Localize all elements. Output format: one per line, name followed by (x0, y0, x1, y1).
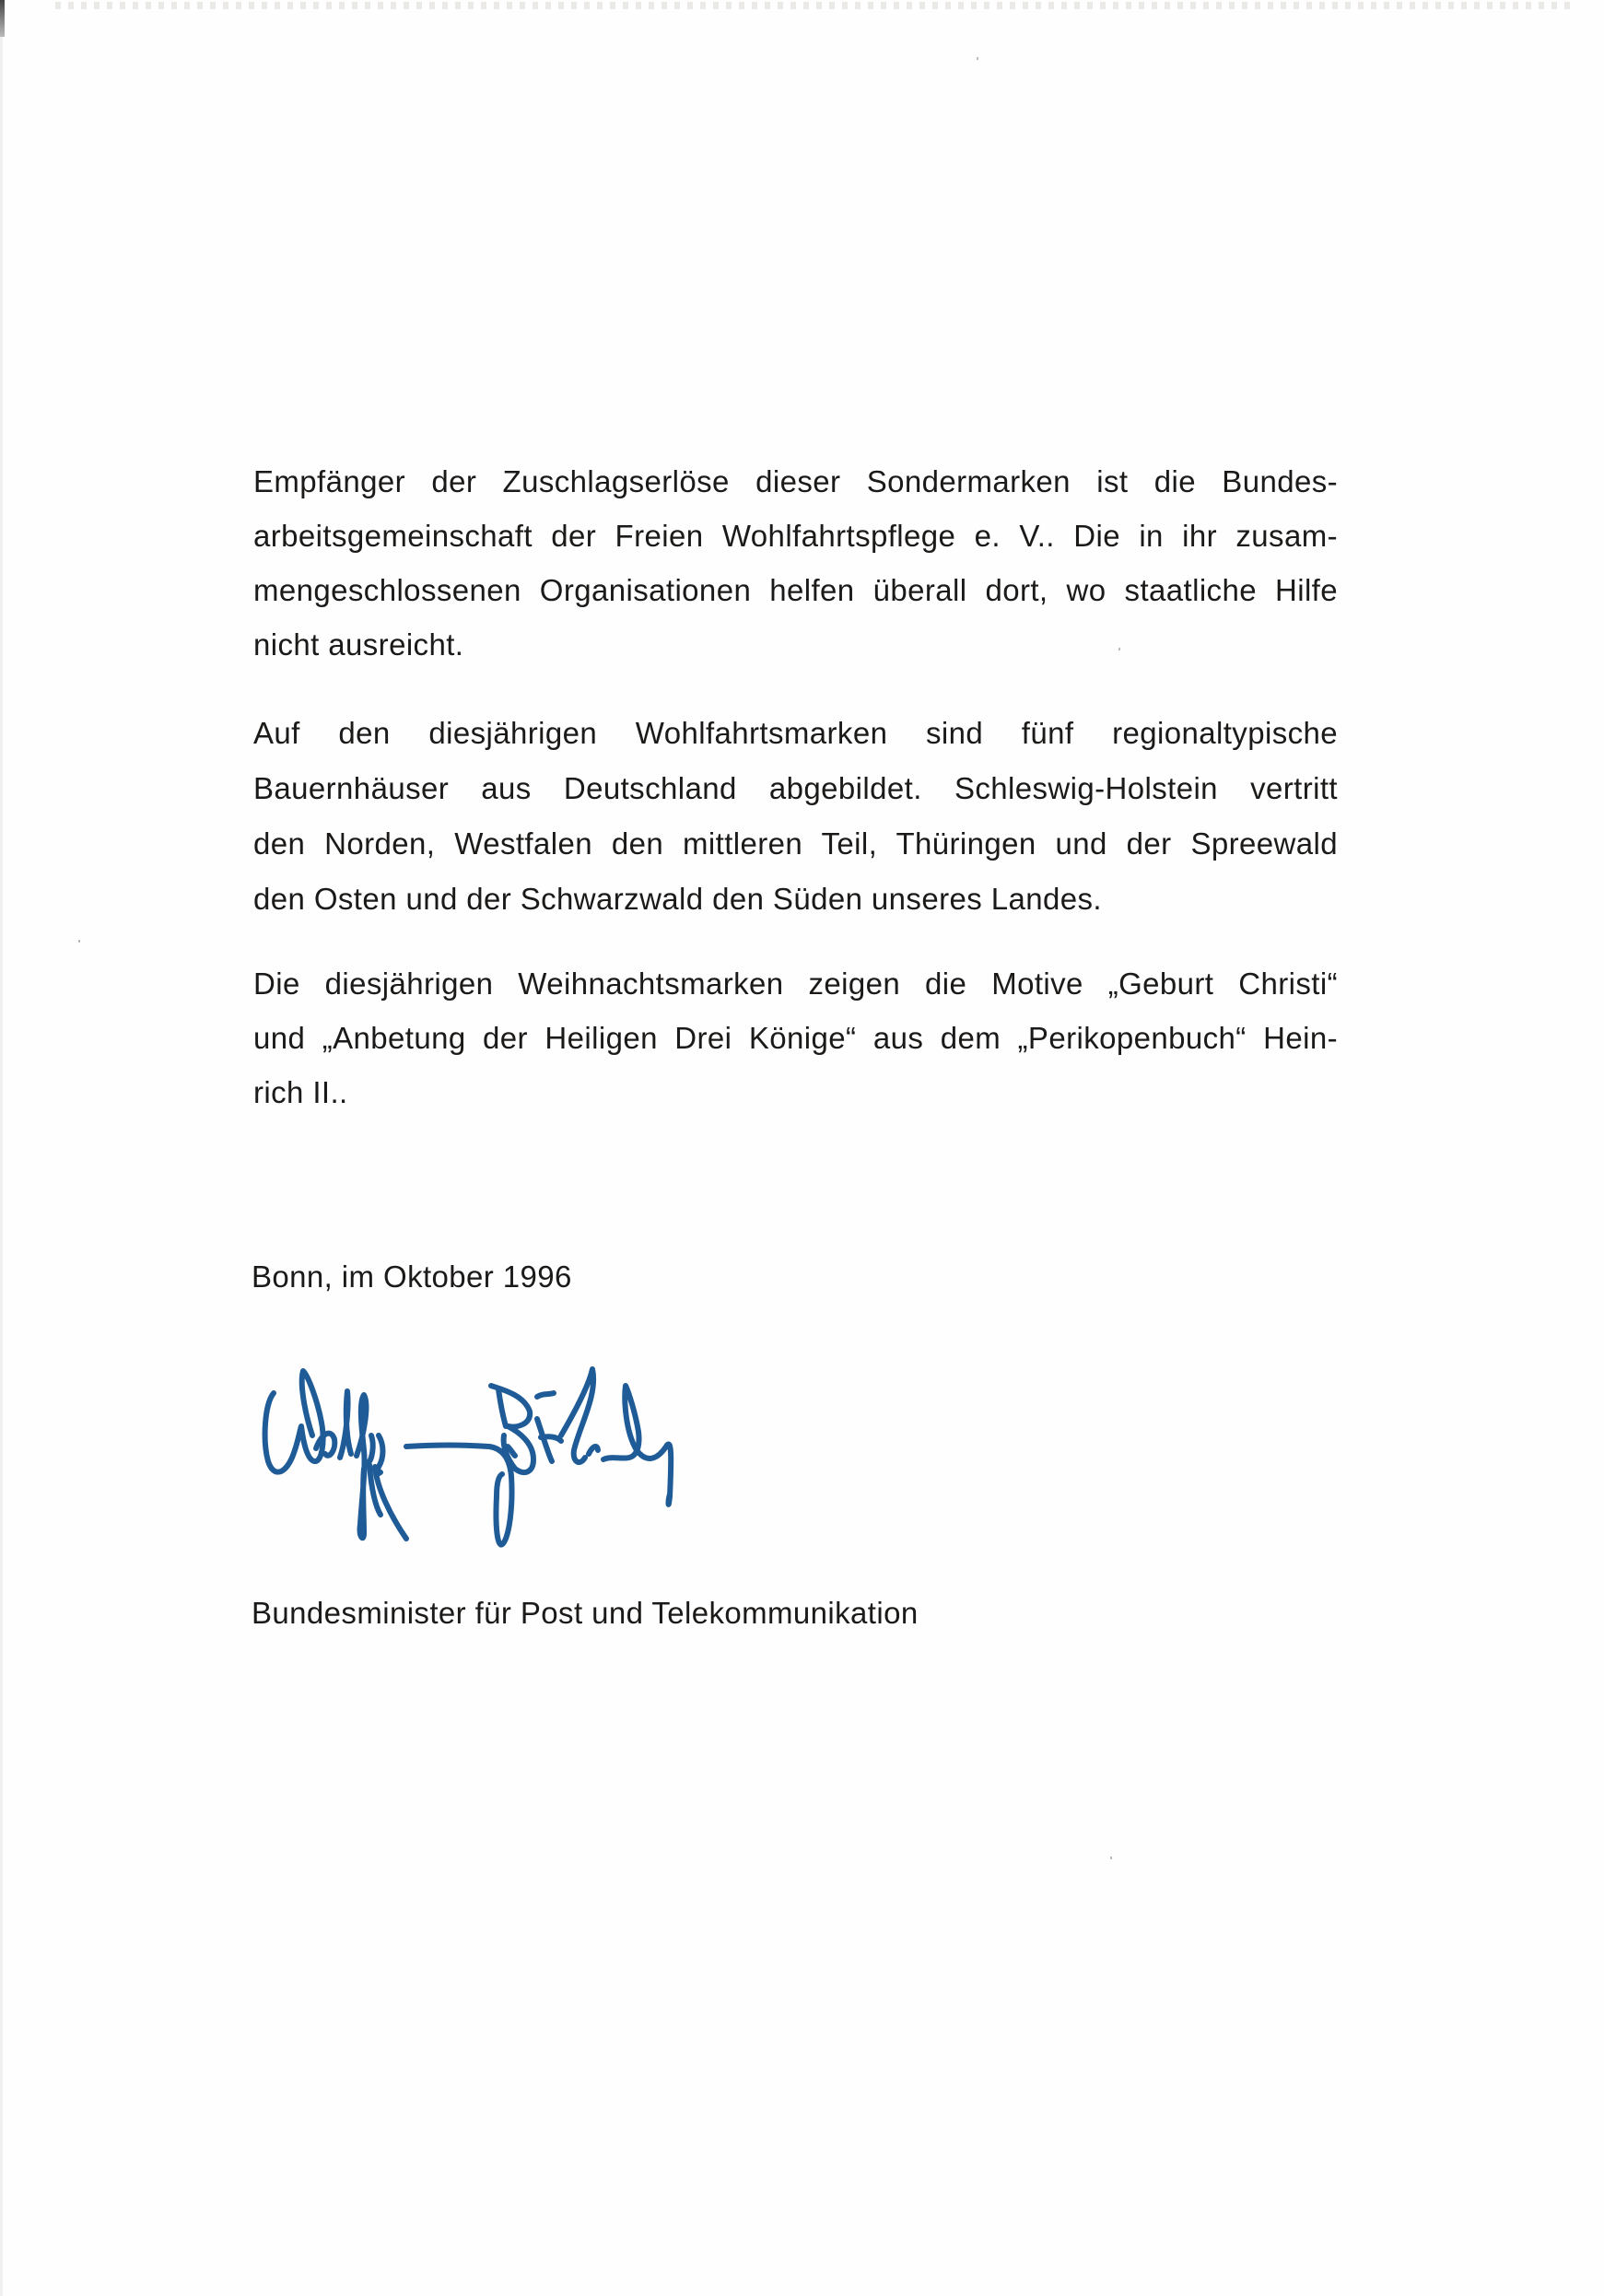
text-line: nicht ausreicht. (253, 627, 464, 662)
place-date: Bonn, im Oktober 1996 (252, 1259, 572, 1294)
scan-speck (78, 940, 80, 943)
scan-speck (977, 57, 978, 60)
scan-edge-shadow (0, 37, 3, 2296)
text-line: Empfänger der Zuschlagserlöse dieser Sondermarken ist die Bundes- (253, 464, 1338, 498)
text-line: den Osten und der Schwarzwald den Süden unseres Landes. (253, 882, 1102, 916)
scan-speck (1110, 1857, 1112, 1859)
text-line: mengeschlossenen Organisationen helfen überall dort, wo staatliche Hilfe (253, 573, 1338, 607)
text-line: Auf den diesjährigen Wohlfahrtsmarken sind fünf regionaltypische (253, 716, 1338, 750)
text-line: den Norden, Westfalen den mittleren Teil, Thüringen und der Spreewald (253, 826, 1338, 861)
handwritten-signature (261, 1358, 814, 1556)
text-line: arbeitsgemeinschaft der Freien Wohlfahrtspflege e. V.. Die in ihr zusam- (253, 519, 1338, 553)
text-line: und „Anbetung der Heiligen Drei Könige“ aus dem „Perikopenbuch“ Hein- (253, 1021, 1338, 1055)
text-line: rich II.. (253, 1075, 348, 1109)
text-line: Bauernhäuser aus Deutschland abgebildet. Schleswig-Holstein vertritt (253, 771, 1338, 805)
text-line: Die diesjährigen Weihnachtsmarken zeigen die Motive „Geburt Christi“ (253, 966, 1338, 1001)
signatory-title: Bundesminister für Post und Telekommunikation (252, 1596, 919, 1630)
scan-speck (1118, 648, 1120, 650)
scan-edge (0, 0, 5, 37)
scan-noise (55, 2, 1575, 9)
